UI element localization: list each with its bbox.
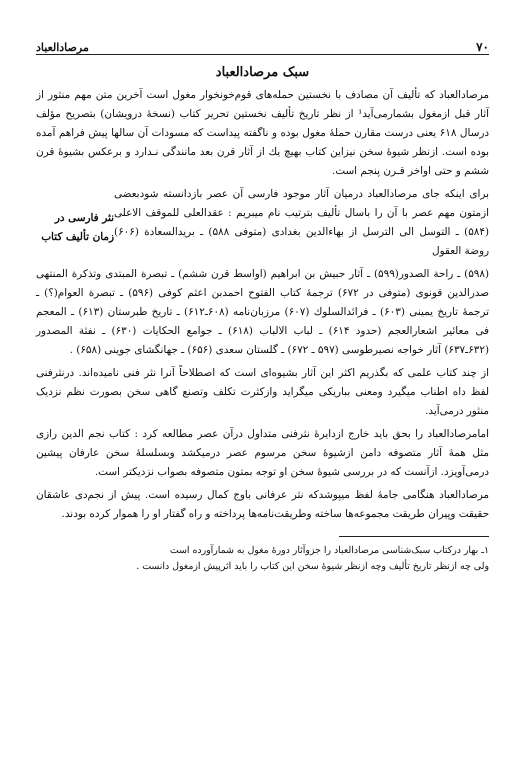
side-note-body bbox=[114, 185, 489, 265]
margin-heading: نثر فارسی در زمان تألیف کتاب bbox=[41, 212, 114, 243]
running-title: مرصادالعباد bbox=[36, 41, 89, 54]
side-note-block bbox=[36, 185, 489, 265]
footnote-divider bbox=[339, 536, 489, 537]
paragraph-technical-prose: از چند کتاب علمی که بگذریم اکثر این آثار بشیوه‌ای است که اصطلاحاً آنرا نثر فنی نامیده‌اند. درنثرفنی لفظ داه اطناب میگیرد ومعنی بباریکی میگراید وازکثرت تکلف وتصنع گاهی سخن بصورت نظم نزدیک منثور درمی‌آید. bbox=[36, 367, 489, 417]
page-header bbox=[36, 28, 489, 55]
paragraph-sufi-style: امامرصادالعباد را بحق باید خارج ازدایرهٔ نثرفنی متداول درآن عصر مطالعه کرد : کتاب نجم الدین رازی مثل همهٔ آثار متصوفه دامن ازشیوهٔ سخن مرسوم عصر درمیکشد وبسلسلهٔ سخن عارفان پیشین درمی‌آویزد. ازآنست که در بررسی شیوهٔ سخن او توجه بمتون متصوفه بصواب نزدیکتر است. bbox=[36, 428, 489, 478]
paragraph-works-list-start: برای اینکه جای مرصادالعباد درمیان آثار موجود فارسی آن عصر بازدانسته شودبعضی ازمتون مهم عصر با آن را باسال تألیف بترتیب نام میبریم : عقدالعلی للموقف الاعلی (۵۸۴) ـ التوسل الی الترسل از بهاءالدین بغدادی (متوفی ۵۸۸) ـ بریدالسعادة (۶۰۶) روضة العقول bbox=[114, 188, 489, 257]
footnote-line: ۱ـ بهار درکتاب سبک‌شناسی مرصادالعباد را جزوآثار دورهٔ مغول به شمارآورده است bbox=[169, 545, 489, 556]
paragraph-works-list: (۵۹۸) ـ راحة الصدور(۵۹۹) ـ آثار حبیش بن ابراهیم (اواسط قرن ششم) ـ تبصرة المبتدی وتذکرة المنتهی صدرالدین قونوی (متوفی در ۶۷۲) ترجمهٔ کتاب الفتوح احمدبن اعثم کوفی (۵۹۶) ـ تبصرة العوام(؟) ـ ترجمهٔ تاریخ یمینی (۶۰۳) ـ فرائدالسلوك (۶۰۷) مرزبان‌نامه (۶۰۸ـ۶۱۲) ـ تاریخ طبرستان (۶۱۳) ـ المعجم فی معائیر اشعارالعجم (حدود ۶۱۴) ـ لباب الالباب (۶۱۸) ـ جوامع الحکایات (۶۳۰) ـ نفثة المصدور (۶۳۲ـ۶۳۷) آثار خواجه نصیرطوسی (۵۹۷ ـ ۶۷۲) ـ گلستان سعدی (۶۵۶) ـ جهانگشای جوینی (۶۵۸) . bbox=[36, 268, 490, 356]
footnote-line: ولی چه ازنظر تاریخ تألیف وچه ازنظر شیوهٔ سخن این کتاب را باید اثرپیش ازمغول دانست . bbox=[136, 561, 489, 572]
paragraph-intro: مرصادالعباد که تألیف آن مصادف با نخستین حمله‌های قوم‌خونخوار مغول است آخرین متن مهم منثور از آثار قبل ازمغول بشمارمی‌آید¹ از نظر تاریخ تألیف نخستین تحریر کتاب (نسخهٔ درویشان) بتصریح مؤلف درسال ۶۱۸ یعنی درست مقارن حملهٔ مغول بوده و ناگفته پیداست که مسودات آن سالها پیش فراهم آمده بوده است. ازنظر شیوهٔ سخن نیزاین کتاب بهیچ یك از آثار قرن بعد مانندگی نـدارد و برعکس بشیوهٔ قرن ششم و حتی اواخر قـرن پنجم است. bbox=[36, 89, 489, 177]
section-title: سبک مرصادالعباد bbox=[215, 65, 310, 80]
page-number: ۷۰ bbox=[476, 40, 489, 54]
paragraph-mystical-prose: مرصادالعباد هنگامی جامهٔ لفظ میپوشدکه نثر عرفانی باوج کمال رسیده است. پیش از نجم‌دی عاشقان حقیقت وپیران طریقت مجموعه‌ها ساخته وطریقت‌نامه‌ها پرداخته و راه گفتار او را هموار کرده بودند. bbox=[36, 489, 489, 520]
footnote bbox=[36, 543, 489, 575]
